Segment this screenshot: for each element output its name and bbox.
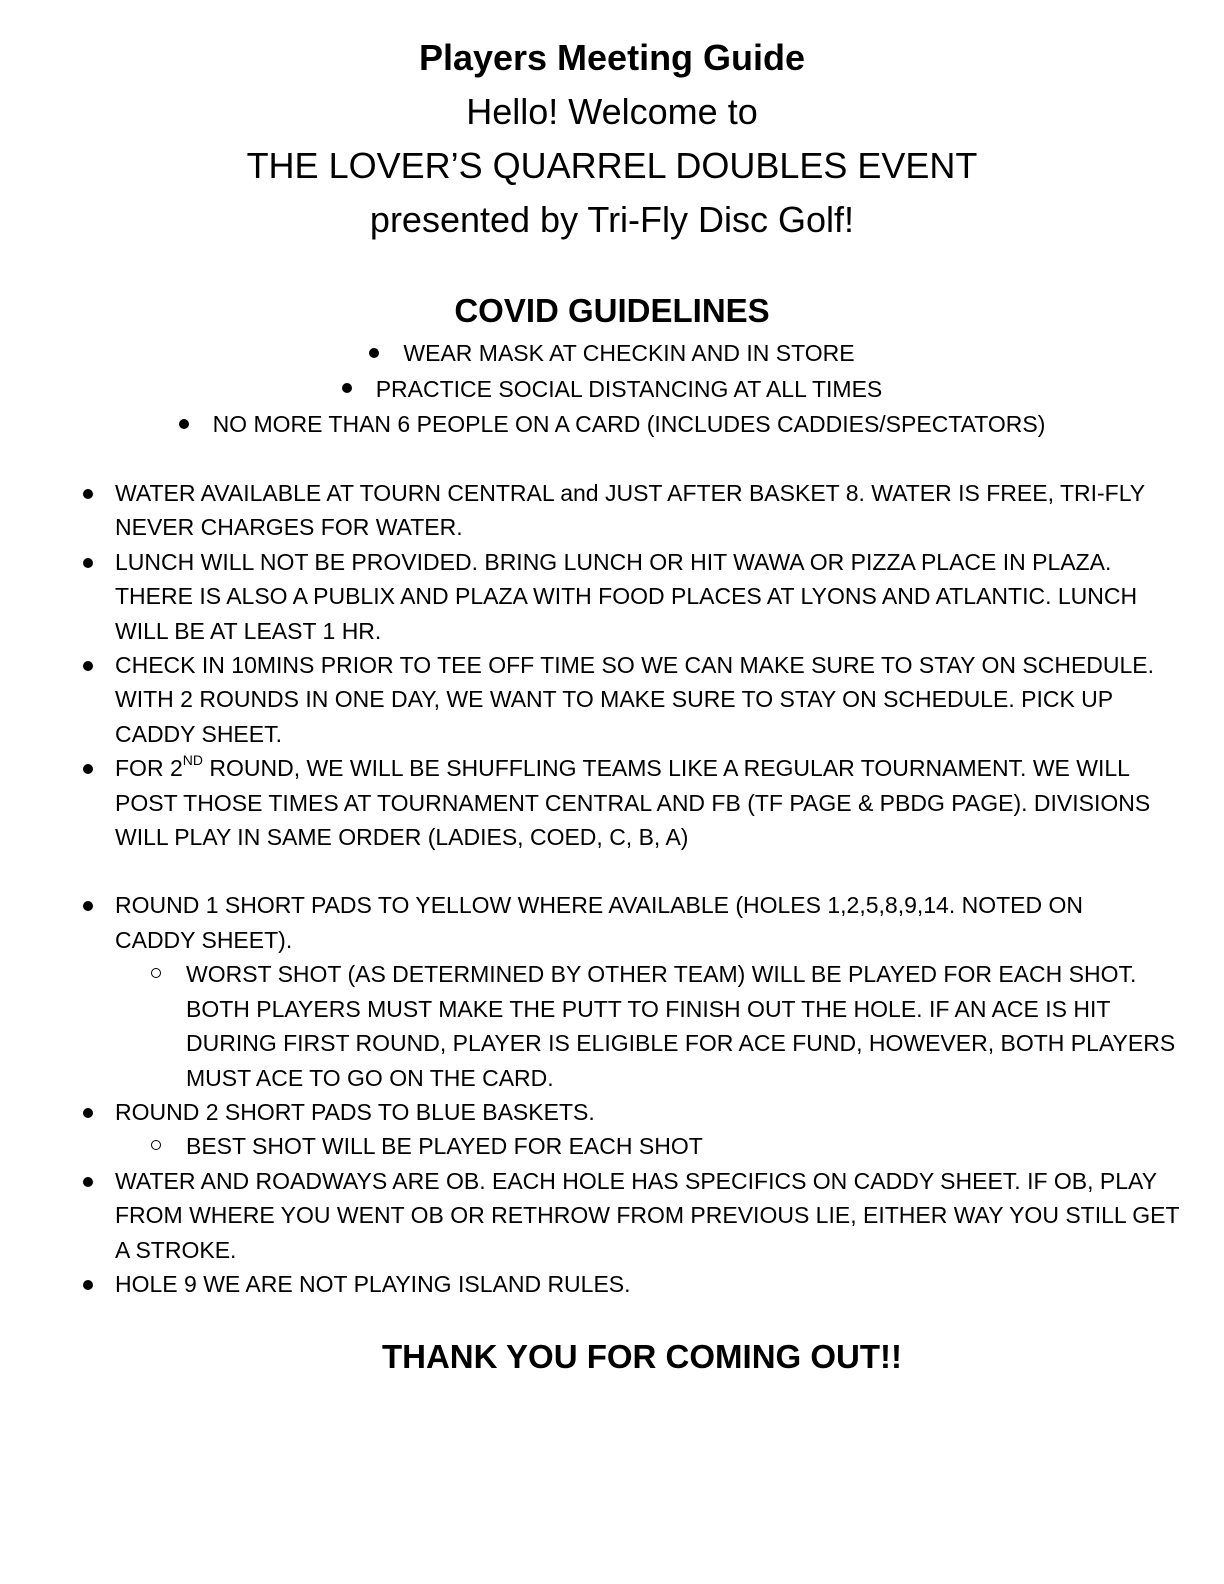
welcome-line: Hello! Welcome to bbox=[466, 91, 758, 132]
bullet-icon bbox=[83, 1280, 93, 1290]
rule-round2-detail: BEST SHOT WILL BE PLAYED FOR EACH SHOT bbox=[0, 1129, 1224, 1163]
rule-round1-detail: WORST SHOT (AS DETERMINED BY OTHER TEAM) WILL BE PLAYED FOR EACH SHOT. BOTH PLAYERS MUST MAKE THE PUTT TO FINISH OUT THE HOLE. IF AN ACE IS HIT DURING FIRST ROUND, PLAYER IS ELIGIBLE FOR ACE FUND, HOWEVER, BOTH PLAYERS MUST ACE TO GO ON THE CARD. bbox=[0, 957, 1224, 1095]
bullet-icon bbox=[342, 383, 352, 393]
rule-water: WATER AVAILABLE AT TOURN CENTRAL and JUST AFTER BASKET 8. WATER IS FREE, TRI-FLY NEVER CHARGES FOR WATER. bbox=[0, 476, 1224, 545]
list-item: NO MORE THAN 6 PEOPLE ON A CARD (INCLUDES CADDIES/SPECTATORS) bbox=[0, 407, 1224, 443]
bullet-icon bbox=[83, 1177, 93, 1187]
rule-round2-shuffle: FOR 2ND ROUND, WE WILL BE SHUFFLING TEAMS LIKE A REGULAR TOURNAMENT. WE WILL POST THOSE TIMES AT TOURNAMENT CENTRAL AND FB (TF PAGE & PBDG PAGE). DIVISIONS WILL PLAY IN SAME ORDER (LADIES, COED, C, B, A) bbox=[0, 751, 1224, 854]
rule-round2: ROUND 2 SHORT PADS TO BLUE BASKETS. bbox=[0, 1095, 1224, 1129]
closing-message: THANK YOU FOR COMING OUT!! bbox=[381, 1338, 903, 1375]
document-header bbox=[0, 31, 1224, 247]
rules-list bbox=[0, 476, 1224, 1301]
rule-round1: ROUND 1 SHORT PADS TO YELLOW WHERE AVAILABLE (HOLES 1,2,5,8,9,14. NOTED ON CADDY SHEET). bbox=[0, 888, 1224, 957]
rule-out-of-bounds: WATER AND ROADWAYS ARE OB. EACH HOLE HAS SPECIFICS ON CADDY SHEET. IF OB, PLAY FROM WHERE YOU WENT OB OR RETHROW FROM PREVIOUS LIE, EITHER WAY YOU STILL GET A STROKE. bbox=[0, 1164, 1224, 1267]
spacer bbox=[0, 854, 1224, 888]
covid-guidelines-list bbox=[0, 336, 1224, 443]
rule-checkin: CHECK IN 10MINS PRIOR TO TEE OFF TIME SO WE CAN MAKE SURE TO STAY ON SCHEDULE. WITH 2 ROUNDS IN ONE DAY, WE WANT TO MAKE SURE TO STAY ON SCHEDULE. PICK UP CADDY SHEET. bbox=[0, 648, 1224, 751]
bullet-icon bbox=[369, 348, 379, 358]
rule-hole-9: HOLE 9 WE ARE NOT PLAYING ISLAND RULES. bbox=[0, 1267, 1224, 1301]
hollow-bullet-icon bbox=[151, 1140, 161, 1150]
list-item: PRACTICE SOCIAL DISTANCING AT ALL TIMES bbox=[0, 372, 1224, 408]
hollow-bullet-icon bbox=[151, 968, 161, 978]
covid-heading: COVID GUIDELINES bbox=[454, 292, 770, 329]
bullet-icon bbox=[83, 558, 93, 568]
list-item: WEAR MASK AT CHECKIN AND IN STORE bbox=[0, 336, 1224, 372]
bullet-icon bbox=[83, 1108, 93, 1118]
bullet-icon bbox=[83, 764, 93, 774]
presenter-line: presented by Tri-Fly Disc Golf! bbox=[369, 199, 855, 240]
bullet-icon bbox=[83, 901, 93, 911]
document-title: Players Meeting Guide bbox=[418, 37, 806, 78]
rule-lunch: LUNCH WILL NOT BE PROVIDED. BRING LUNCH OR HIT WAWA OR PIZZA PLACE IN PLAZA. THERE IS ALSO A PUBLIX AND PLAZA WITH FOOD PLACES AT LYONS AND ATLANTIC. LUNCH WILL BE AT LEAST 1 HR. bbox=[0, 545, 1224, 648]
bullet-icon bbox=[83, 489, 93, 499]
bullet-icon bbox=[83, 661, 93, 671]
bullet-icon bbox=[179, 419, 189, 429]
event-name: THE LOVER’S QUARREL DOUBLES EVENT bbox=[246, 145, 978, 186]
